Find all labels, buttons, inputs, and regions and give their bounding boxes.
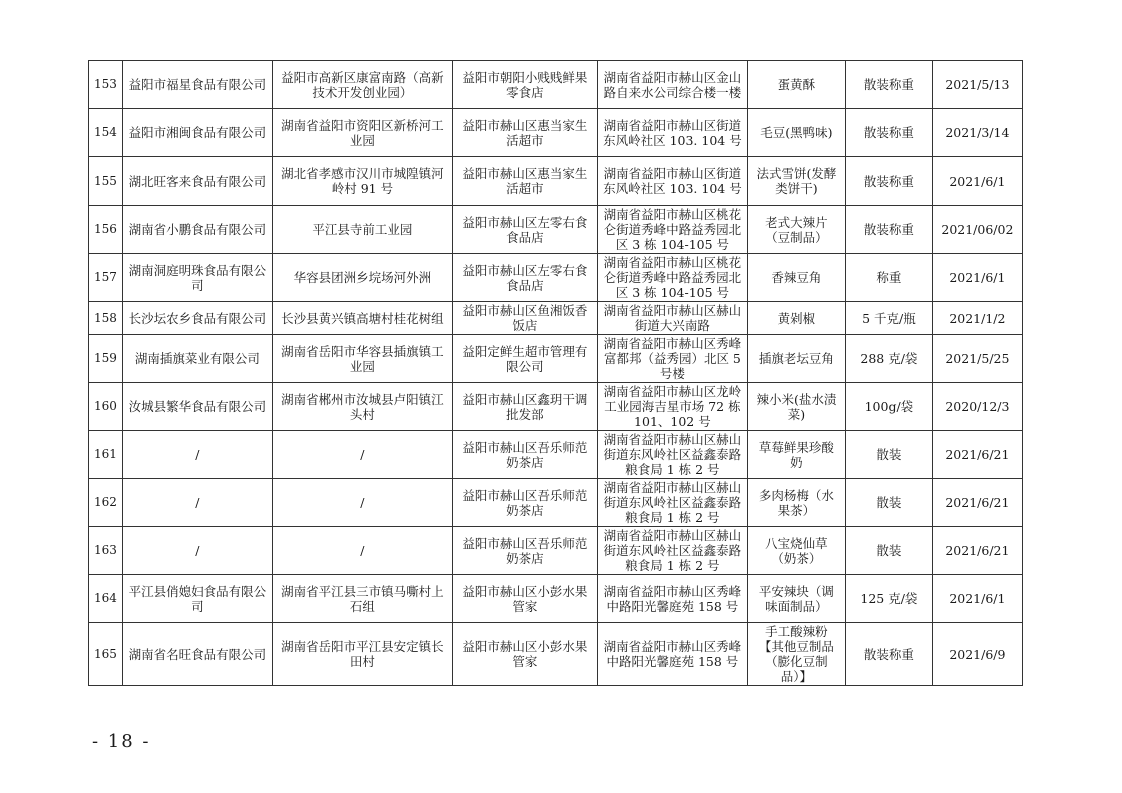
row-number: 157 [89,254,123,302]
row-number: 162 [89,479,123,527]
table-row [89,206,1023,254]
production-date: 2021/1/2 [932,302,1022,335]
table-row [89,61,1023,109]
product-name: 黄剁椒 [747,302,845,335]
seller-address: 湖南省益阳市赫山区秀峰中路阳光馨庭苑 158 号 [597,575,747,623]
table-row [89,623,1023,686]
seller-address: 湖南省益阳市赫山区赫山街道东风岭社区益鑫泰路粮食局 1 栋 2 号 [597,527,747,575]
row-number: 161 [89,431,123,479]
seller-name: 益阳市赫山区小彭水果管家 [452,575,597,623]
production-date: 2021/6/1 [932,575,1022,623]
producer-address: 华容县团洲乡垸场河外洲 [272,254,452,302]
production-date: 2021/5/25 [932,335,1022,383]
seller-name: 益阳定鲜生超市管理有限公司 [452,335,597,383]
production-date: 2021/6/1 [932,157,1022,206]
table-row [89,302,1023,335]
specification: 125 克/袋 [845,575,932,623]
producer-name: 湖南省小鹏食品有限公司 [122,206,272,254]
product-name: 八宝烧仙草（奶茶） [747,527,845,575]
production-date: 2021/06/02 [932,206,1022,254]
table-row [89,527,1023,575]
specification: 散装称重 [845,61,932,109]
production-date: 2021/6/21 [932,431,1022,479]
producer-address: 湖南省岳阳市华容县插旗镇工业园 [272,335,452,383]
product-name: 香辣豆角 [747,254,845,302]
producer-name: 益阳市福星食品有限公司 [122,61,272,109]
product-name: 手工酸辣粉【其他豆制品（膨化豆制品）】 [747,623,845,686]
seller-address: 湖南省益阳市赫山区赫山街道东风岭社区益鑫泰路粮食局 1 栋 2 号 [597,479,747,527]
specification: 散装 [845,479,932,527]
row-number: 155 [89,157,123,206]
specification: 散装称重 [845,623,932,686]
product-name: 法式雪饼(发酵类饼干) [747,157,845,206]
producer-name: / [122,527,272,575]
specification: 散装称重 [845,157,932,206]
production-date: 2021/5/13 [932,61,1022,109]
producer-address: / [272,479,452,527]
seller-name: 益阳市赫山区左零右食食品店 [452,206,597,254]
specification: 散装 [845,527,932,575]
product-name: 草莓鲜果珍酸奶 [747,431,845,479]
seller-address: 湖南省益阳市赫山区秀峰中路阳光馨庭苑 158 号 [597,623,747,686]
producer-name: 汝城县繁华食品有限公司 [122,383,272,431]
production-date: 2021/6/1 [932,254,1022,302]
table-row [89,479,1023,527]
seller-name: 益阳市赫山区吾乐师范奶茶店 [452,479,597,527]
seller-address: 湖南省益阳市赫山区街道东风岭社区 103. 104 号 [597,109,747,157]
seller-name: 益阳市赫山区惠当家生活超市 [452,157,597,206]
producer-address: / [272,527,452,575]
seller-address: 湖南省益阳市赫山区街道东风岭社区 103. 104 号 [597,157,747,206]
seller-name: 益阳市朝阳小贱贱鲜果零食店 [452,61,597,109]
product-name: 毛豆(黑鸭味) [747,109,845,157]
production-date: 2021/3/14 [932,109,1022,157]
specification: 100g/袋 [845,383,932,431]
table-row [89,575,1023,623]
seller-name: 益阳市赫山区鱼湘饭香饭店 [452,302,597,335]
row-number: 158 [89,302,123,335]
row-number: 159 [89,335,123,383]
seller-name: 益阳市赫山区惠当家生活超市 [452,109,597,157]
producer-address: 湖南省益阳市资阳区新桥河工业园 [272,109,452,157]
producer-name: / [122,431,272,479]
producer-address: 湖南省岳阳市平江县安定镇长田村 [272,623,452,686]
seller-address: 湖南省益阳市赫山区金山路自来水公司综合楼一楼 [597,61,747,109]
seller-address: 湖南省益阳市赫山区桃花仑街道秀峰中路益秀园北区 3 栋 104-105 号 [597,206,747,254]
seller-name: 益阳市赫山区吾乐师范奶茶店 [452,527,597,575]
table-row [89,254,1023,302]
seller-address: 湖南省益阳市赫山区赫山街道东风岭社区益鑫泰路粮食局 1 栋 2 号 [597,431,747,479]
producer-address: 湖南省平江县三市镇马嘶村上石组 [272,575,452,623]
row-number: 165 [89,623,123,686]
producer-name: 湖南洞庭明珠食品有限公司 [122,254,272,302]
product-name: 蛋黄酥 [747,61,845,109]
seller-address: 湖南省益阳市赫山区赫山街道大兴南路 [597,302,747,335]
producer-name: 湖北旺客来食品有限公司 [122,157,272,206]
seller-address: 湖南省益阳市赫山区秀峰富都邦（益秀园）北区 5 号楼 [597,335,747,383]
producer-address: 湖南省郴州市汝城县卢阳镇江头村 [272,383,452,431]
table-row [89,157,1023,206]
seller-name: 益阳市赫山区左零右食食品店 [452,254,597,302]
row-number: 160 [89,383,123,431]
producer-address: 长沙县黄兴镇高塘村桂花树组 [272,302,452,335]
producer-name: 平江县俏媳妇食品有限公司 [122,575,272,623]
row-number: 163 [89,527,123,575]
product-name: 多肉杨梅（水果茶） [747,479,845,527]
seller-address: 湖南省益阳市赫山区龙岭工业园海吉星市场 72 栋 101、102 号 [597,383,747,431]
producer-name: 湖南插旗菜业有限公司 [122,335,272,383]
production-date: 2021/6/21 [932,527,1022,575]
table-row [89,383,1023,431]
specification: 散装称重 [845,109,932,157]
seller-name: 益阳市赫山区小彭水果管家 [452,623,597,686]
producer-name: 益阳市湘闽食品有限公司 [122,109,272,157]
table-body [89,61,1023,686]
production-date: 2021/6/21 [932,479,1022,527]
specification: 散装称重 [845,206,932,254]
product-name: 老式大辣片（豆制品） [747,206,845,254]
production-date: 2020/12/3 [932,383,1022,431]
seller-address: 湖南省益阳市赫山区桃花仑街道秀峰中路益秀园北区 3 栋 104-105 号 [597,254,747,302]
product-name: 平安辣块（调味面制品） [747,575,845,623]
production-date: 2021/6/9 [932,623,1022,686]
product-name: 辣小米(盐水渍菜) [747,383,845,431]
table-row [89,335,1023,383]
page-number: - 18 - [92,731,151,752]
specification: 5 千克/瓶 [845,302,932,335]
table-row [89,431,1023,479]
table-row [89,109,1023,157]
producer-address: 益阳市高新区康富南路（高新技术开发创业园） [272,61,452,109]
producer-address: / [272,431,452,479]
producer-address: 平江县寺前工业园 [272,206,452,254]
row-number: 156 [89,206,123,254]
row-number: 153 [89,61,123,109]
producer-name: / [122,479,272,527]
food-sampling-table [88,60,1023,686]
product-name: 插旗老坛豆角 [747,335,845,383]
producer-name: 湖南省名旺食品有限公司 [122,623,272,686]
row-number: 154 [89,109,123,157]
specification: 288 克/袋 [845,335,932,383]
producer-name: 长沙坛农乡食品有限公司 [122,302,272,335]
producer-address: 湖北省孝感市汉川市城隍镇河岭村 91 号 [272,157,452,206]
specification: 散装 [845,431,932,479]
specification: 称重 [845,254,932,302]
row-number: 164 [89,575,123,623]
seller-name: 益阳市赫山区吾乐师范奶茶店 [452,431,597,479]
seller-name: 益阳市赫山区鑫玥干调批发部 [452,383,597,431]
